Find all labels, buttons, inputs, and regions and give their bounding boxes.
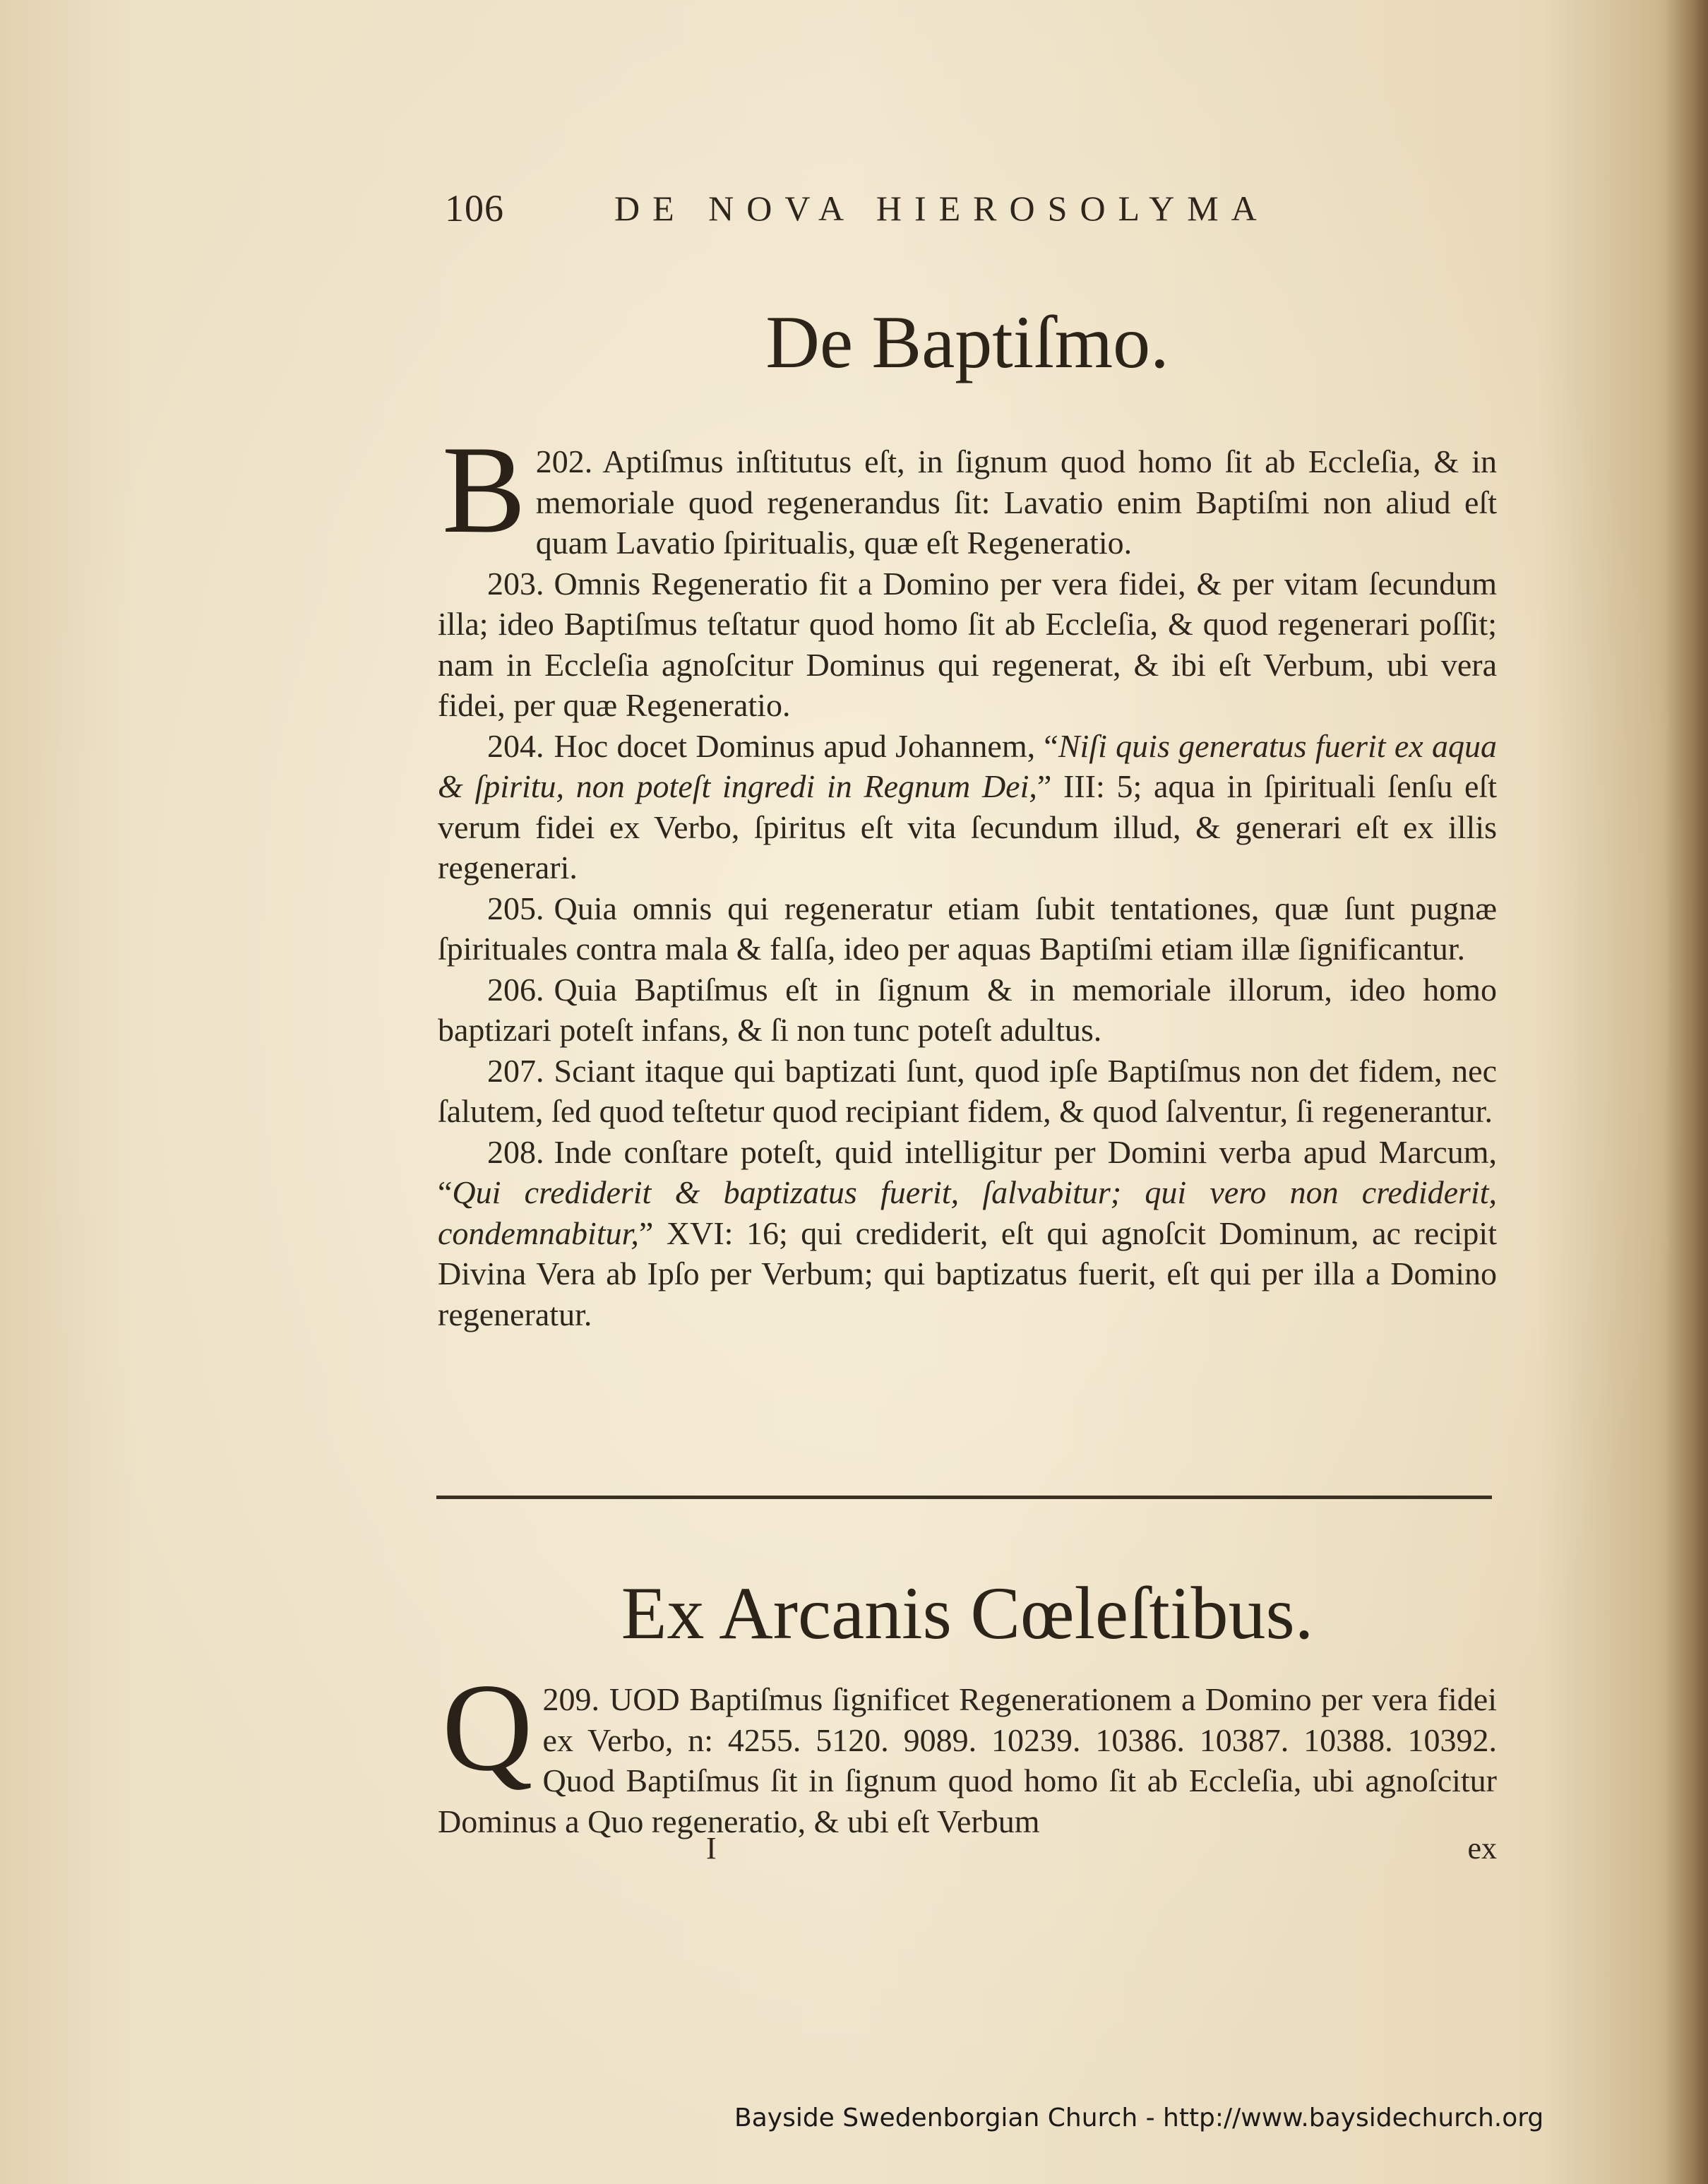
paragraph-205 [438, 888, 1497, 969]
running-head [445, 180, 1504, 237]
drop-cap: Q [442, 1657, 533, 1797]
source-credit: Bayside Swedenborgian Church - http://www.baysidechurch.org [734, 2104, 1544, 2132]
paragraph-text: Omnis Regeneratio fit a Domino per vera fidei, & per vitam ſecundum illa; ideo Baptiſmus teſtatur quod homo ſit ab Eccleſia, & quod regenerari poſſit; nam in Eccleſia agnoſcitur Dominus qui regenerat, & ibi eſt Verbum, ubi vera fidei, per quæ Regeneratio. [438, 565, 1497, 723]
signature-mark: I [706, 1831, 717, 1866]
paragraph-text: Hoc docet Dominus apud Johannem, “ [554, 727, 1058, 764]
paragraph-text: Quia Baptiſmus eſt in ſignum & in memoriale illorum, ideo homo baptizari poteſt infans, & ſi non tunc poteſt adultus. [438, 971, 1497, 1048]
paragraph-number: 209. [542, 1681, 600, 1717]
paragraph-number: 208. [487, 1133, 544, 1170]
scripture-quote: Niſi quis generatus fuerit ex aqua & ſpiritu, non poteſt ingredi in Regnum Dei, [438, 727, 1497, 804]
paragraph-206 [438, 969, 1497, 1051]
paragraph-text: Quia omnis qui regeneratur etiam ſubit tentationes, quæ ſunt pugnæ ſpirituales contra mala & falſa, ideo per aquas Baptiſmi etiam illæ ſignificantur. [438, 890, 1497, 967]
page-footer [438, 1827, 1497, 1870]
paragraph-208 [438, 1132, 1497, 1335]
section-divider-rule [436, 1496, 1492, 1499]
paragraph-number: 203. [487, 565, 544, 602]
paragraph-207 [438, 1051, 1497, 1132]
paragraph-number: 207. [487, 1052, 544, 1089]
catchword: ex [1467, 1831, 1497, 1866]
paragraph-209 [438, 1657, 1497, 1842]
section-title-de-baptismo: De Baptiſmo. [765, 301, 1169, 383]
paragraph-203 [438, 563, 1497, 726]
paragraph-text-cont: ” III: 5; aqua in ſpirituali ſenſu eſt verum fidei ex Verbo, ſpiritus eſt vita ſecundum illud, & generari eſt ex illis regenerari. [438, 768, 1497, 885]
drop-cap: B [442, 419, 526, 559]
section-body-de-baptismo [438, 419, 1497, 1335]
section-body-ex-arcanis [438, 1657, 1497, 1842]
paragraph-text-cont: ” XVI: 16; qui crediderit, eſt qui agnoſcit Dominum, ac recipit Divina Vera ab Ipſo per Verbum; qui baptizatus fuerit, eſt qui per illa a Domino regeneratur. [438, 1215, 1497, 1332]
paragraph-number: 206. [487, 971, 544, 1008]
paragraph-text: UOD Baptiſmus ſignificet Regenerationem a Domino per vera fidei ex Verbo, n: 4255. 5120. 9089. 10239. 10386. 10387. 10388. 10392. Quod Baptiſmus ſit in ſignum quod homo ſit ab Eccleſia, ubi agnoſcitur Dominus a Quo regeneratio, & ubi eſt Verbum [438, 1681, 1497, 1839]
running-head-title: DE NOVA HIEROSOLYMA [614, 189, 1270, 228]
section-title-ex-arcanis: Ex Arcanis Cœleſtibus. [621, 1572, 1314, 1654]
scripture-quote: Qui crediderit & baptizatus fuerit, ſalvabitur; qui vero non crediderit, condemnabitur, [438, 1174, 1497, 1251]
paragraph-number: 202. [535, 443, 593, 479]
paragraph-text: Aptiſmus inſtitutus eſt, in ſignum quod homo ſit ab Eccleſia, & in memoriale quod regenerandus ſit: Lavatio enim Baptiſmi non aliud eſt quam Lavatio ſpiritualis, quæ eſt Regeneratio. [535, 443, 1497, 561]
page-number: 106 [445, 187, 504, 229]
page-spine-shadow [1666, 0, 1708, 2184]
paragraph-text: Inde conſtare poteſt, quid intelligitur per Domini verba apud Marcum, “ [438, 1133, 1497, 1210]
paragraph-202 [438, 419, 1497, 563]
paragraph-text: Sciant itaque qui baptizati ſunt, quod ipſe Baptiſmus non det fidem, nec ſalutem, ſed quod teſtetur quod recipiant fidem, & quod ſalventur, ſi regenerantur. [438, 1052, 1497, 1129]
paragraph-204 [438, 726, 1497, 888]
paragraph-number: 204. [487, 727, 544, 764]
paragraph-number: 205. [487, 890, 544, 926]
